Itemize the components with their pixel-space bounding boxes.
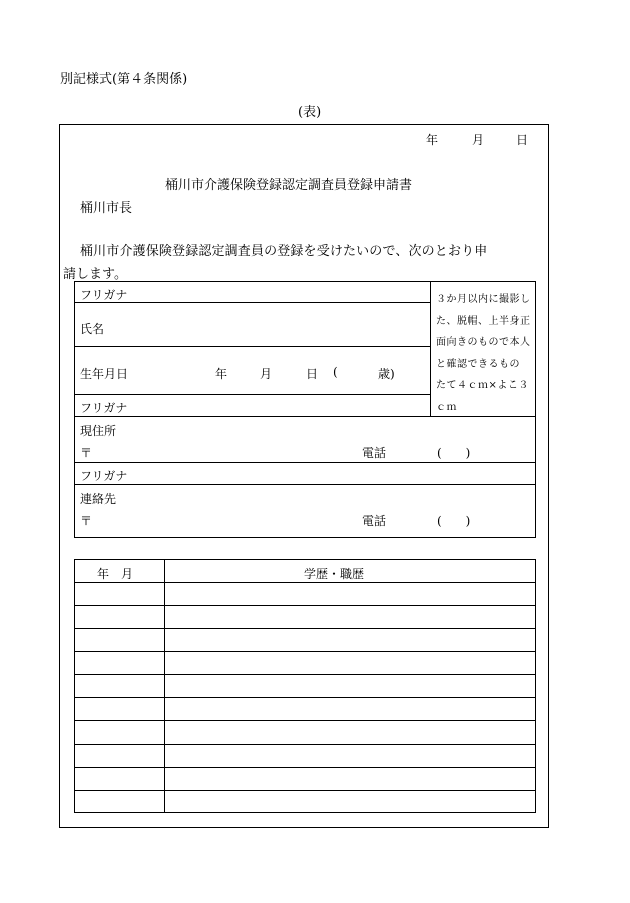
- addressee: 桶川市長: [80, 201, 133, 216]
- history-row-border: [74, 651, 536, 652]
- furigana-label: フリガナ: [80, 401, 128, 415]
- rule: [74, 462, 536, 463]
- history-header-date: 年 月: [97, 567, 134, 581]
- intro-line-2: 請します。: [63, 267, 127, 282]
- date-year-label: 年: [426, 133, 439, 147]
- rule: [74, 346, 431, 347]
- history-row-border: [74, 720, 536, 721]
- history-row-border: [74, 744, 536, 745]
- rule: [74, 484, 536, 485]
- age-unit: 歳): [378, 367, 395, 381]
- photo-instructions: ３か月以内に撮影した、脱帽、上半身正面向きのもので本人と確認できるもの たて４ｃｍ×よこ３ｃｍ: [436, 294, 531, 413]
- rule: [74, 302, 431, 303]
- birth-year-label: 年: [215, 367, 228, 381]
- intro-line-1: 桶川市介護保険登録認定調査員の登録を受けたいので、次のとおり申: [80, 244, 488, 259]
- birth-day-label: 日: [306, 367, 319, 381]
- phone-parens: ( ): [437, 446, 471, 460]
- history-row-border: [74, 674, 536, 675]
- side-label: (表): [298, 105, 322, 120]
- history-row-border: [74, 605, 536, 606]
- phone-parens: ( ): [437, 514, 471, 528]
- history-row-border: [74, 790, 536, 791]
- birth-month-label: 月: [260, 367, 273, 381]
- postal-mark: 〒: [80, 446, 93, 460]
- furigana-label: フリガナ: [80, 469, 128, 483]
- furigana-label: フリガナ: [80, 288, 128, 302]
- history-header-history: 学歴・職歴: [304, 567, 365, 581]
- date-day-label: 日: [516, 133, 529, 147]
- age-open-paren: (: [333, 365, 338, 379]
- birth-label: 生年月日: [80, 367, 129, 381]
- history-column-border: [164, 559, 165, 813]
- name-label: 氏名: [80, 322, 105, 336]
- postal-mark: 〒: [80, 514, 93, 528]
- contact-label: 連絡先: [80, 492, 117, 506]
- date-month-label: 月: [472, 133, 485, 147]
- history-row-border: [74, 628, 536, 629]
- history-row-border: [74, 697, 536, 698]
- form-title: 桶川市介護保険登録認定調査員登録申請書: [165, 178, 413, 193]
- rule: [74, 394, 431, 395]
- history-row-border: [74, 767, 536, 768]
- phone-label: 電話: [362, 446, 387, 460]
- history-row-border: [74, 582, 536, 583]
- history-table: [74, 559, 536, 813]
- address-label: 現住所: [80, 424, 117, 438]
- form-label: 別記様式(第４条関係): [60, 72, 188, 87]
- phone-label: 電話: [362, 514, 387, 528]
